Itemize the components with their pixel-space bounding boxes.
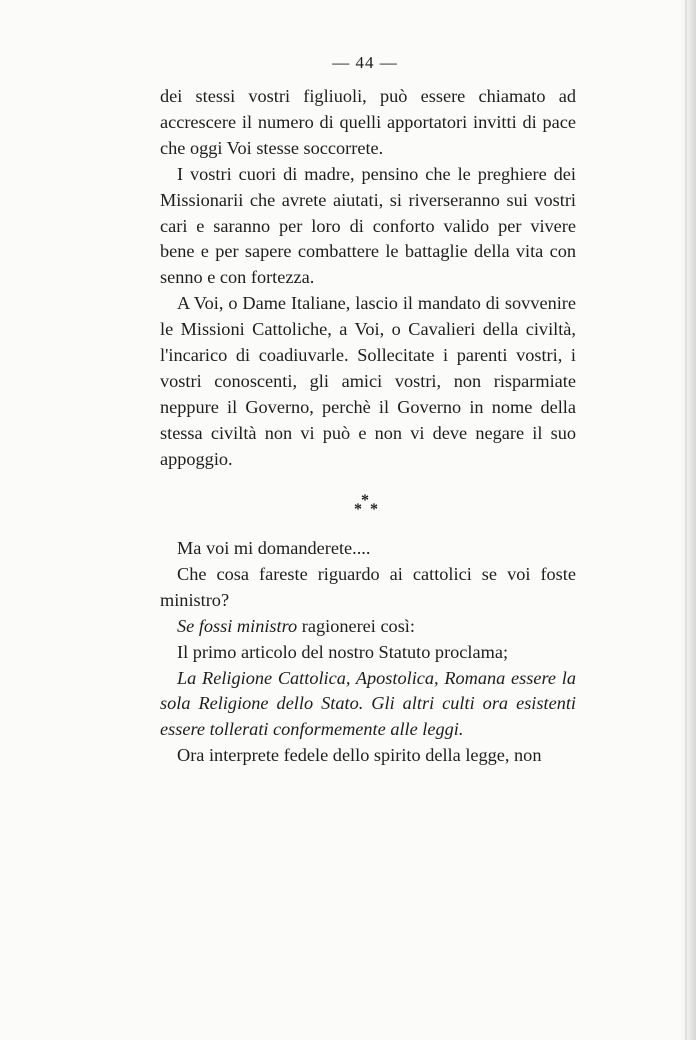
paragraph-question-intro: Ma voi mi domanderete.... [177,538,371,558]
asterism-star-right: * [370,501,378,518]
page-edge-line [685,0,687,1040]
page-number: — 44 — [332,53,398,72]
paragraph-question: Che cosa fareste riguardo ai cattolici se voi foste ministro? [160,563,576,610]
answer-rest: ragionerei così: [297,615,415,636]
paragraph-interprete: Ora interprete fedele dello spirito della legge, non [177,745,542,766]
paragraph-statuto: Il primo articolo del nostro Statuto proclama; [177,641,509,662]
asterism-star-top: * [361,492,369,509]
text-block-bottom [160,536,576,769]
paragraph-dame-italiane: A Voi, o Dame Italiane, lascio il mandato di sovvenire le Missioni Cattoliche, a Voi, o Cavalieri della civiltà, l'incarico di coadiuvarle. Sollecitate i parenti vostri, i vostri conoscenti, gli amici vostri, non risparmiate neppure il Governo, perchè il Governo in nome della stessa civiltà non vi può e non vi deve negare il suo appoggio. [160,293,576,469]
paragraph-mothers: I vostri cuori di madre, pensino che le preghiere dei Missionarii che avrete aiutati, si riverseranno sui vostri cari e saranno per loro di conforto valido per vivere bene e per sapere combattere le battaglie della vita con senno e con fortezza. [160,163,576,288]
paragraph-statuto-quote: La Religione Cattolica, Apostolica, Romana essere la sola Religione dello Stato. Gli altri culti ora esistenti essere tollerati conformemente alle leggi. [160,667,576,740]
page-edge-shadow [680,0,696,1040]
paragraph-answer [160,614,576,640]
answer-italic-phrase: Se fossi ministro [177,615,298,636]
text-block-top [160,84,576,473]
asterism-separator [340,493,388,519]
asterism-star-left: * [354,501,362,518]
paragraph-continuation: dei stessi vostri figliuoli, può essere chiamato ad accrescere il numero di quelli apportatori invitti di pace che oggi Voi stesse soccorrete. [160,86,576,158]
